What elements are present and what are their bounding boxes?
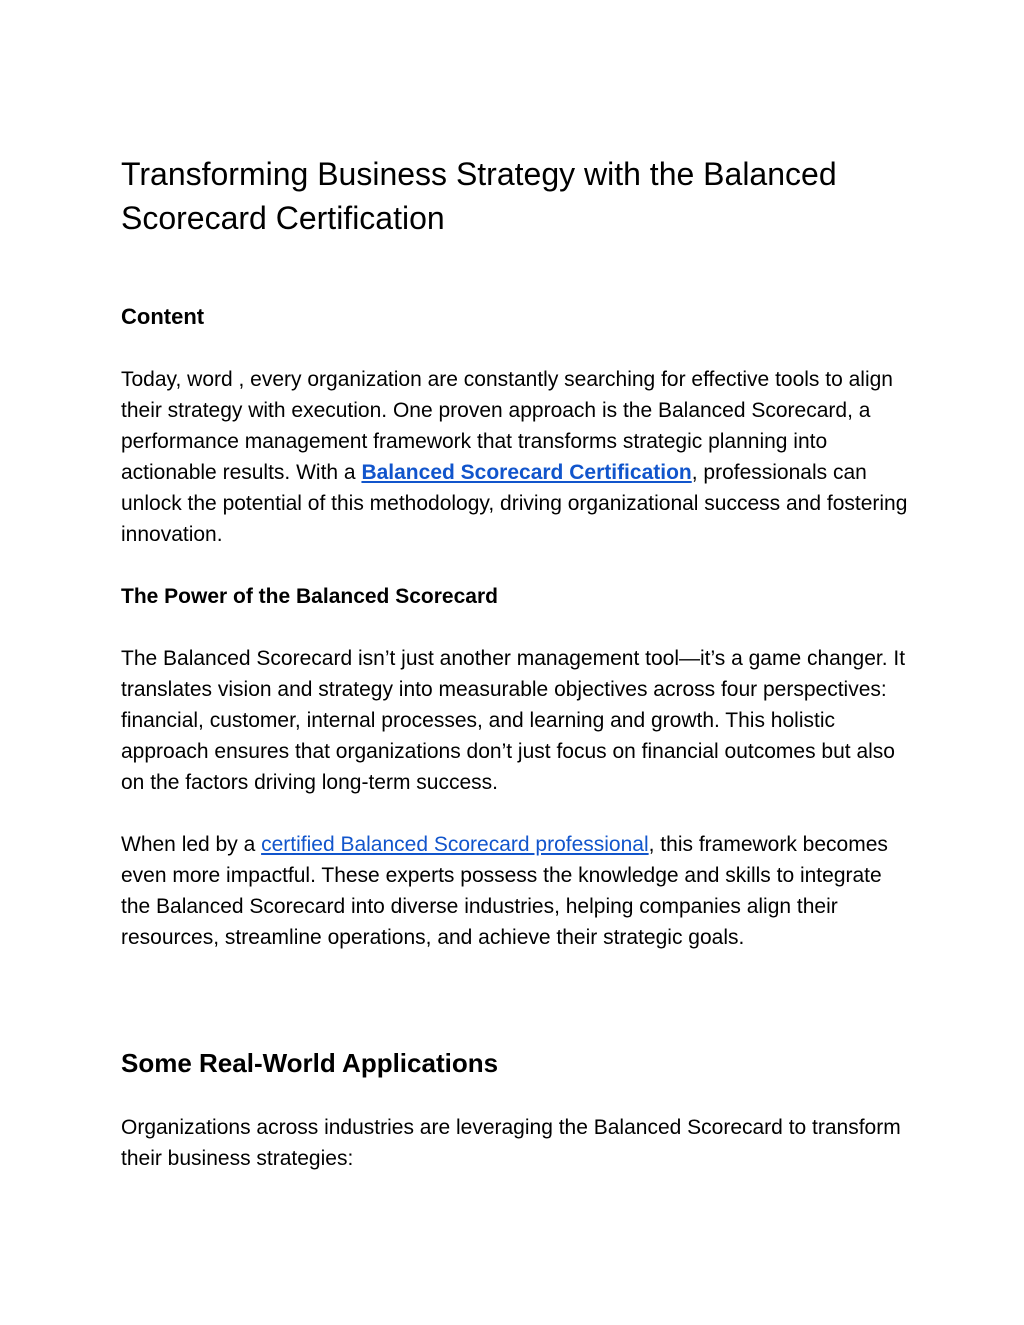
certified-professional-link[interactable]: certified Balanced Scorecard professional <box>261 833 649 856</box>
intro-text-before-link: Today, word , every organization are constantly searching for effective tools to align their strategy with execution. One proven approach is the Balanced Scorecard, a performance management framework that transforms strategic planning into actionable results. With a <box>121 368 893 484</box>
intro-paragraph <box>121 364 911 550</box>
content-heading: Content <box>121 304 205 329</box>
certified-text-after-link: , this framework becomes even more impactful. These experts possess the knowledge and skills to integrate the Balanced Scorecard into diverse industries, helping companies align their resources, streamline operations, and achieve their strategic goals. <box>121 833 888 949</box>
applications-paragraph: Organizations across industries are leveraging the Balanced Scorecard to transform their business strategies: <box>121 1116 901 1170</box>
document-title: Transforming Business Strategy with the Balanced Scorecard Certification <box>121 156 837 236</box>
power-heading: The Power of the Balanced Scorecard <box>121 585 498 608</box>
balanced-scorecard-certification-link[interactable]: Balanced Scorecard Certification <box>361 461 692 484</box>
power-paragraph: The Balanced Scorecard isn’t just another management tool—it’s a game changer. It translates vision and strategy into measurable objectives across four perspectives: financial, customer, internal processes, and learning and growth. This holistic approach ensures that organizations don’t just focus on financial outcomes but also on the factors driving long-term success. <box>121 647 906 794</box>
certified-paragraph <box>121 829 911 953</box>
applications-heading: Some Real-World Applications <box>121 1048 499 1078</box>
certified-text-before-link: When led by a <box>121 833 262 856</box>
intro-text-after-link: , professionals can unlock the potential of this methodology, driving organizational success and fostering innovation. <box>121 461 908 546</box>
